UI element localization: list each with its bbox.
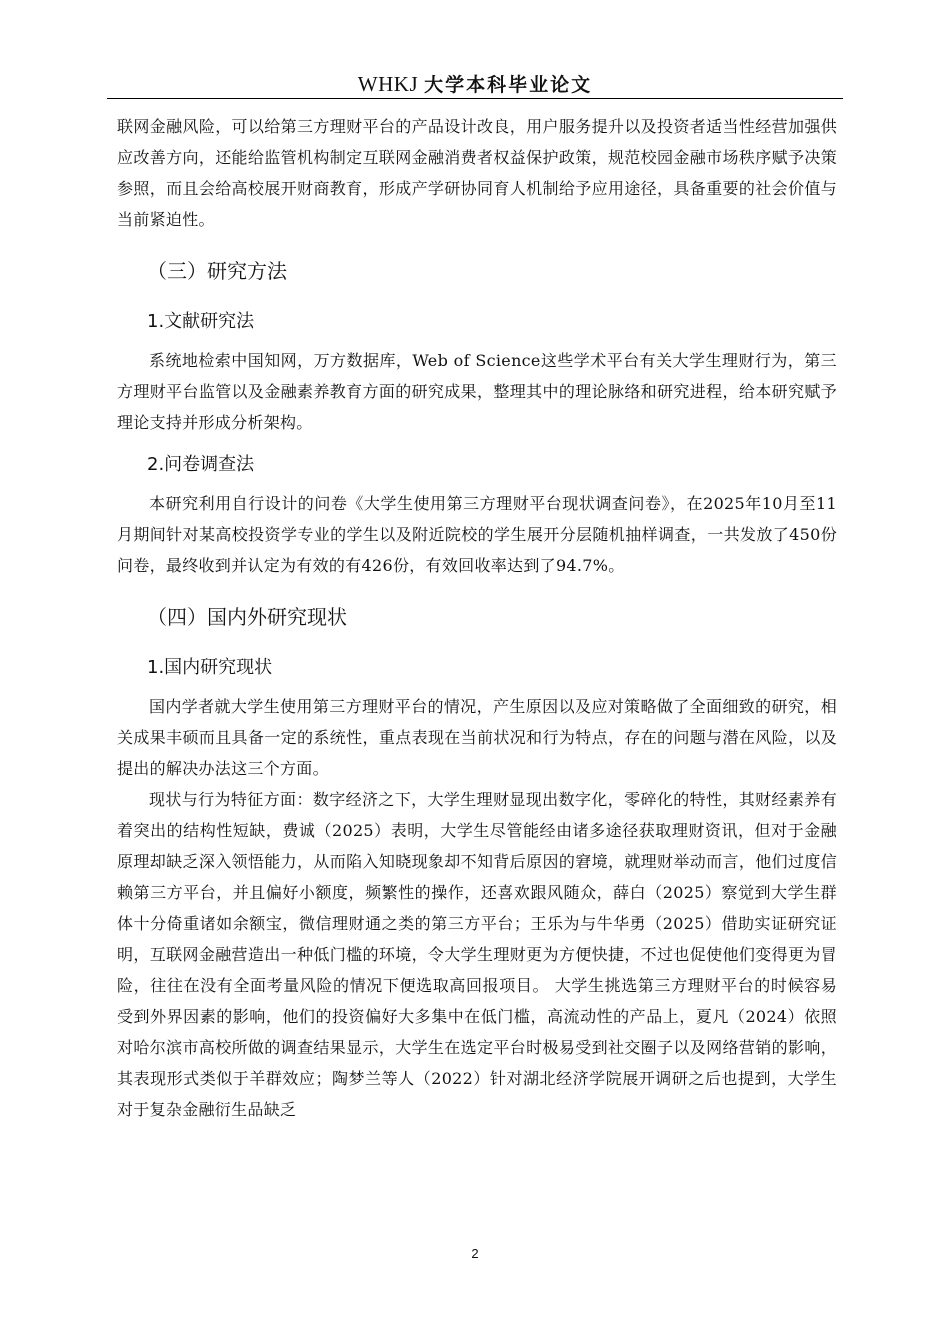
paragraph-intro-continued: 联网金融风险，可以给第三方理财平台的产品设计改良，用户服务提升以及投资者适当性经营加强供应改善方向，还能给监管机构制定互联网金融消费者权益保护政策，规范校园金融市场秩序赋予决策参照，而且会给高校展开财商教育，形成产学研协同育人机制给予应用途径，具备重要的社会价值与当前紧迫性。 [117,117,837,229]
heading-research-status: （四）国内外研究现状 [147,605,347,629]
header-title-cjk: 大学本科毕业论文 [424,74,593,96]
paragraph-survey-method: 本研究利用自行设计的问卷《大学生使用第三方理财平台现状调查问卷》，在2025年10月至11月期间针对某高校投资学专业的学生以及附近院校的学生展开分层随机抽样调查，一共发放了450份问卷，最终收到并认定为有效的有426份，有效回收率达到了94.7%。 [117,494,837,575]
header-title-latin: WHKJ [357,72,419,96]
page-body [117,111,837,1125]
heading-literature-method: 1.文献研究法 [147,311,255,332]
running-header [107,70,843,98]
paragraph-domestic-overview: 国内学者就大学生使用第三方理财平台的情况，产生原因以及应对策略做了全面细致的研究，相关成果丰硕而且具备一定的系统性，重点表现在当前状况和行为特点，存在的问题与潜在风险，以及提出的解决办法这三个方面。 [117,697,837,778]
paragraph-domestic-behavior: 现状与行为特征方面：数字经济之下，大学生理财显现出数字化，零碎化的特性，其财经素养有着突出的结构性短缺，费诚（2025）表明，大学生尽管能经由诸多途径获取理财资讯，但对于金融原理却缺乏深入领悟能力，从而陷入知晓现象却不知背后原因的窘境，就理财举动而言，他们过度信赖第三方平台，并且偏好小额度，频繁性的操作，还喜欢跟风随众，薛白（2025）察觉到大学生群体十分倚重诸如余额宝，微信理财通之类的第三方平台；王乐为与牛华勇（2025）借助实证研究证明，互联网金融营造出一种低门槛的环境，令大学生理财更为方便快捷，不过也促使他们变得更为冒险，往往在没有全面考量风险的情况下便选取高回报项目。 大学生挑选第三方理财平台的时候容易受到外界因素的影响，他们的投资偏好大多集中在低门槛，高流动性的产品上，夏凡（2024）依照对哈尔滨市高校所做的调查结果显示，大学生在选定平台时极易受到社交圈子以及网络营销的影响，其表现形式类似于羊群效应；陶梦兰等人（2022）针对湖北经济学院展开调研之后也提到，大学生对于复杂金融衍生品缺乏 [117,790,837,1119]
header-rule [107,98,843,99]
heading-research-methods: （三）研究方法 [147,259,287,283]
paragraph-literature-method: 系统地检索中国知网，万方数据库，Web of Science这些学术平台有关大学生理财行为，第三方理财平台监管以及金融素养教育方面的研究成果，整理其中的理论脉络和研究进程，给本研究赋予理论支持并形成分析架构。 [117,351,837,432]
page-number: 2 [471,1246,479,1261]
heading-survey-method: 2.问卷调查法 [147,454,255,475]
heading-domestic-status: 1.国内研究现状 [147,657,273,678]
